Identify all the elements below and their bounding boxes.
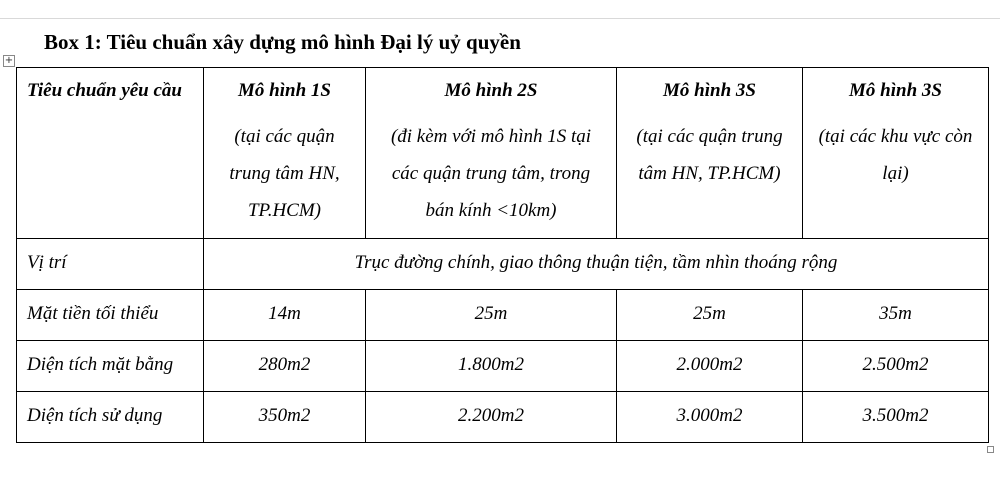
standards-table bbox=[16, 67, 989, 443]
column-desc: (đi kèm với mô hình 1S tại các quận trung tâm, trong bán kính <10km) bbox=[390, 126, 592, 222]
table-cell: 280m2 bbox=[204, 340, 366, 391]
row-label: Diện tích sử dụng bbox=[17, 391, 204, 442]
table-cell: 35m bbox=[803, 289, 989, 340]
column-name: Mô hình 2S bbox=[444, 80, 538, 101]
header-cell-3s-other bbox=[803, 68, 989, 239]
row-label: Vị trí bbox=[17, 238, 204, 289]
document-title: Box 1: Tiêu chuẩn xây dựng mô hình Đại lý uỷ quyền bbox=[44, 30, 521, 54]
header-row bbox=[17, 68, 989, 239]
column-name: Mô hình 3S bbox=[663, 80, 756, 101]
table-cell: 1.800m2 bbox=[366, 340, 617, 391]
header-cell-3s-central bbox=[617, 68, 803, 239]
column-name: Mô hình 1S bbox=[238, 80, 331, 101]
column-desc: (tại các khu vực còn lại) bbox=[818, 126, 973, 185]
header-cell-1s bbox=[204, 68, 366, 239]
table-cell: 3.000m2 bbox=[617, 391, 803, 442]
table-cell: 350m2 bbox=[204, 391, 366, 442]
row-label: Diện tích mặt bằng bbox=[17, 340, 204, 391]
header-cell-2s bbox=[366, 68, 617, 239]
table-move-handle-icon[interactable]: + bbox=[4, 55, 14, 66]
table-cell: 3.500m2 bbox=[803, 391, 989, 442]
top-rule bbox=[0, 18, 1000, 19]
location-value-cell: Trục đường chính, giao thông thuận tiện, tầm nhìn thoáng rộng bbox=[204, 238, 989, 289]
corner-header-cell bbox=[17, 68, 204, 239]
table-cell: 25m bbox=[617, 289, 803, 340]
column-name: Mô hình 3S bbox=[849, 80, 942, 101]
table-row bbox=[17, 340, 989, 391]
table-cell: 2.200m2 bbox=[366, 391, 617, 442]
table-cell: 2.000m2 bbox=[617, 340, 803, 391]
column-desc: (tại các quận trung tâm HN, TP.HCM) bbox=[636, 126, 783, 185]
table-cell: 2.500m2 bbox=[803, 340, 989, 391]
table-resize-handle-icon[interactable] bbox=[987, 446, 994, 453]
table-row bbox=[17, 391, 989, 442]
column-desc: (tại các quận trung tâm HN, TP.HCM) bbox=[229, 126, 340, 222]
table-row-location bbox=[17, 238, 989, 289]
row-label: Mặt tiền tối thiểu bbox=[17, 289, 204, 340]
table-cell: 14m bbox=[204, 289, 366, 340]
corner-header-text: Tiêu chuẩn yêu cầu bbox=[27, 80, 182, 101]
table-cell: 25m bbox=[366, 289, 617, 340]
table-row bbox=[17, 289, 989, 340]
